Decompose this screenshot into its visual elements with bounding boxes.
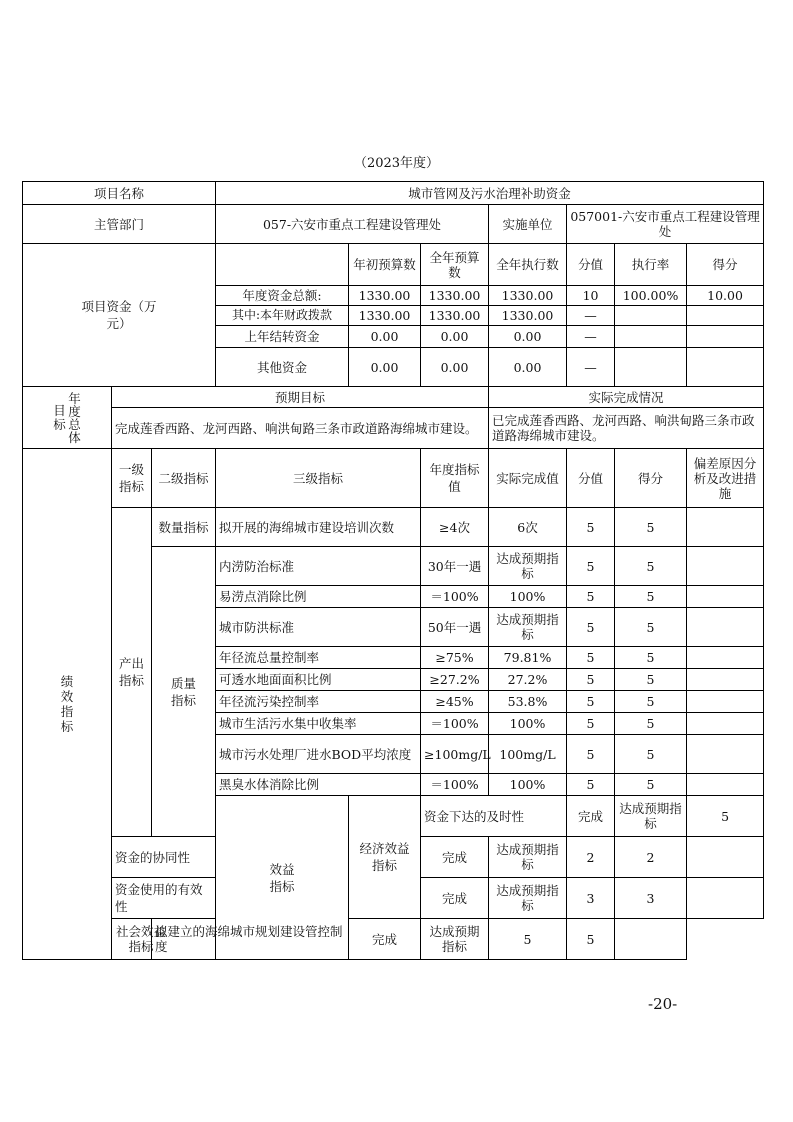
performance-table [22,181,764,960]
dept: 057-六安市重点工程建设管理处 [216,205,489,244]
page-number: -20- [648,995,678,1013]
funds-row: 上年结转资金 0.00 0.00 0.00 — [23,326,764,348]
impl: 057001-六安市重点工程建设管理处 [567,205,764,244]
impl-label: 实施单位 [489,205,567,244]
perf-header-score: 得分 [615,449,687,508]
funds-row: 年度资金总额: 1330.00 1330.00 1330.00 10 100.00% 10.00 [23,286,764,306]
funds-row: 其中:本年财政拨款 1330.00 1330.00 1330.00 — [23,306,764,326]
table-row: 资金的协同性 完成 达成预期指标 2 2 [23,837,764,878]
table-row: 效益指标 经济效益指标 资金下达的及时性 完成 达成预期指标 5 [23,796,764,837]
goal-actual-label: 实际完成情况 [489,387,764,408]
table-row: 年径流污染控制率 ≥45% 53.8% 5 5 [23,691,764,713]
perf-header-l2: 二级指标 [152,449,216,508]
perf-label: 绩效指标 [23,449,112,960]
perf-header-score-val: 分值 [567,449,615,508]
year-label: （2023年度） [353,156,440,171]
funds-header-init: 年初预算数 [349,244,421,286]
goal-label: 目标 年度总体 [23,387,112,449]
table-row: 产出指标 数量指标 拟开展的海绵城市建设培训次数 ≥4次 6次 5 5 [23,508,764,547]
perf-header-actual: 实际完成值 [489,449,567,508]
funds-header-exec: 全年执行数 [489,244,567,286]
funds-header-score: 得分 [687,244,764,286]
goal-expected: 完成莲香西路、龙河西路、响洪甸路三条市政道路海绵城市建设。 [112,408,489,449]
table-row: 资金使用的有效性 完成 达成预期指标 3 3 [23,878,764,919]
goal-expected-label: 预期目标 [112,387,489,408]
l1-output: 产出指标 [112,508,152,837]
perf-header-l3: 三级指标 [216,449,421,508]
l2-quality: 质量指标 [152,547,216,837]
table-row: 易涝点消除比例 ＝100% 100% 5 5 [23,586,764,608]
funds-header-annual: 全年预算数 [421,244,489,286]
table-row: 城市生活污水集中收集率 ＝100% 100% 5 5 [23,713,764,735]
funds-header-score-val: 分值 [567,244,615,286]
l2-quantity: 数量指标 [152,508,216,547]
dept-label: 主管部门 [23,205,216,244]
perf-header-target: 年度指标值 [421,449,489,508]
table-row: 质量指标 内涝防治标准 30年一遇 达成预期指标 5 5 [23,547,764,586]
table-row: 城市防洪标准 50年一遇 达成预期指标 5 5 [23,608,764,647]
project-name: 城市管网及污水治理补助资金 [216,182,764,205]
l2-social: 社会效益指标 [112,919,152,960]
l1-benefit: 效益指标 [216,796,349,960]
goal-actual: 已完成莲香西路、龙河西路、响洪甸路三条市政道路海绵城市建设。 [489,408,764,449]
table-row: 社会效益指标 拟建立的海绵城市规划建设管控制度 完成 达成预期指标 5 5 [23,919,764,960]
table-row: 城市污水处理厂进水BOD平均浓度 ≥100mg/L 100mg/L 5 5 [23,735,764,774]
funds-row: 其他资金 0.00 0.00 0.00 — [23,348,764,387]
funds-header-rate: 执行率 [615,244,687,286]
perf-header-l1: 一级指标 [112,449,152,508]
l2-economic: 经济效益指标 [349,796,421,919]
table-row: 黑臭水体消除比例 ＝100% 100% 5 5 [23,774,764,796]
perf-header-note: 偏差原因分析及改进措施 [687,449,764,508]
table-row: 年径流总量控制率 ≥75% 79.81% 5 5 [23,647,764,669]
table-row: 可透水地面面积比例 ≥27.2% 27.2% 5 5 [23,669,764,691]
project-name-label: 项目名称 [23,182,216,205]
funds-label: 项目资金（万元） [23,244,216,387]
